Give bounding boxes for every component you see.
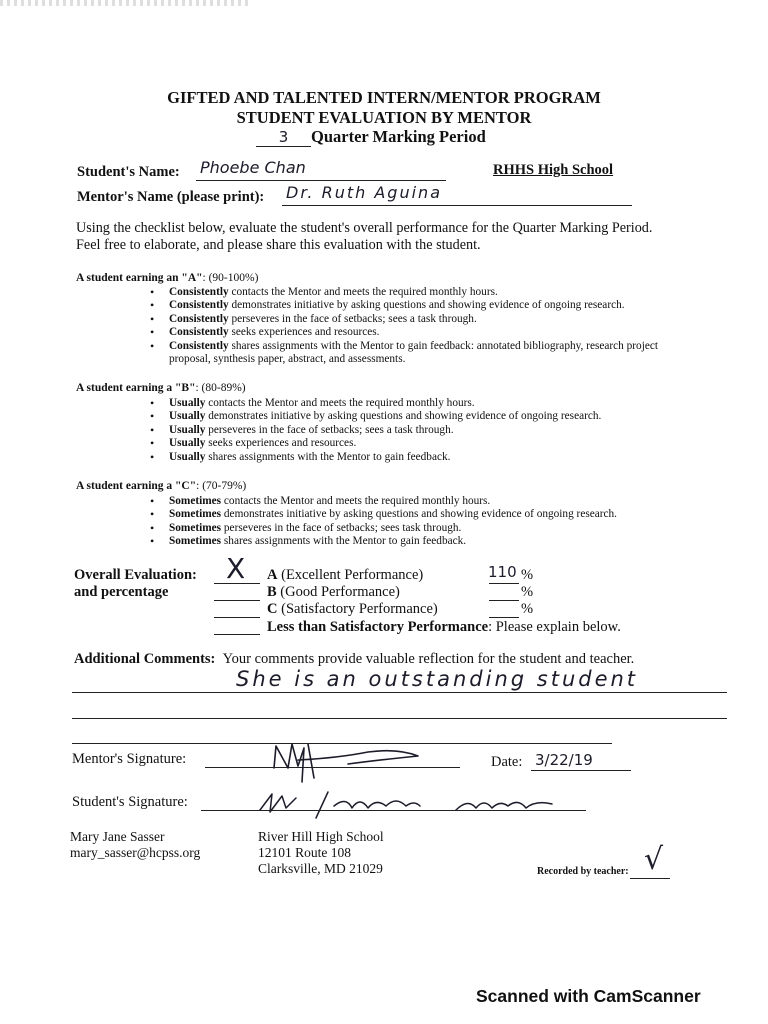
list-item: • Consistently demonstrates initiative by asking questions and showing evidence of ongoing research.	[150, 299, 700, 312]
mentor-name-value: Dr. Ruth Aguina	[286, 183, 442, 202]
contact-name: Mary Jane Sasser	[70, 829, 165, 844]
grade-b-blank	[214, 600, 260, 601]
student-signature-scribble	[256, 788, 586, 824]
contact-email[interactable]: mary_sasser@hcpss.org	[70, 845, 201, 860]
grade-a-option: A (Excellent Performance)	[267, 567, 424, 583]
grade-c-percent-sign: %	[521, 601, 534, 617]
date-line	[531, 770, 631, 771]
list-item: • Sometimes perseveres in the face of setbacks; sees task through.	[150, 522, 700, 535]
school-address-line-1: 12101 Route 108	[258, 845, 351, 860]
form-title: STUDENT EVALUATION BY MENTOR	[236, 108, 532, 127]
list-item: • Consistently seeks experiences and resources.	[150, 326, 700, 339]
quarter-row	[256, 127, 486, 147]
grade-c-blank	[214, 617, 260, 618]
date-value: 3/22/19	[535, 751, 593, 769]
grade-c-option: C (Satisfactory Performance)	[267, 601, 438, 617]
comment-line-2	[72, 718, 727, 719]
criteria-a-list	[150, 286, 700, 366]
camscanner-watermark: Scanned with CamScanner	[476, 986, 701, 1006]
criteria-b-heading: A student earning a "B": (80-89%)	[76, 382, 246, 394]
comments-handwritten: She is an outstanding student	[236, 667, 639, 691]
list-item: • Sometimes contacts the Mentor and meets the required monthly hours.	[150, 495, 700, 508]
criteria-a-heading: A student earning an "A": (90-100%)	[76, 272, 259, 284]
mentor-signature-scribble	[268, 738, 458, 790]
list-item: • Sometimes shares assignments with the Mentor to gain feedback.	[150, 535, 700, 548]
list-item: • Usually seeks experiences and resources.	[150, 437, 700, 450]
program-title: GIFTED AND TALENTED INTERN/MENTOR PROGRAM	[167, 88, 601, 107]
quarter-label: Quarter Marking Period	[311, 127, 486, 146]
school-name: RHHS High School	[493, 162, 614, 178]
mentor-name-label: Mentor's Name (please print):	[77, 189, 265, 205]
school-full-name: River Hill High School	[258, 829, 384, 844]
recorded-by-teacher-line	[630, 878, 670, 879]
comment-line-1	[72, 692, 727, 693]
list-item: • Usually contacts the Mentor and meets the required monthly hours.	[150, 397, 700, 410]
less-than-satisfactory-option: Less than Satisfactory Performance: Please explain below.	[267, 619, 621, 635]
mentor-signature-label: Mentor's Signature:	[72, 751, 187, 767]
additional-comments-row: Additional Comments: Your comments provide valuable reflection for the student and teacher.	[74, 651, 635, 667]
student-signature-label: Student's Signature:	[72, 794, 188, 810]
list-item: • Consistently shares assignments with the Mentor to gain feedback: annotated bibliography, research project proposal, synthesis paper, abstract, and assessments.	[150, 340, 669, 367]
grade-a-percent-line	[489, 583, 519, 584]
grade-a-percent: 110	[488, 563, 517, 581]
grade-b-percent-sign: %	[521, 584, 534, 600]
grade-b-percent-line	[489, 600, 519, 601]
list-item: • Consistently perseveres in the face of setbacks; sees a task through.	[150, 313, 700, 326]
recorded-by-teacher-label: Recorded by teacher:	[537, 866, 629, 877]
criteria-c-list	[150, 495, 700, 549]
student-name-label: Student's Name:	[77, 164, 180, 180]
grade-a-check-mark: X	[226, 552, 246, 585]
quarter-number: 3	[256, 128, 311, 147]
grade-less-blank	[214, 634, 260, 635]
percentage-label: and percentage	[74, 584, 169, 600]
list-item: • Consistently contacts the Mentor and meets the required monthly hours.	[150, 286, 700, 299]
overall-evaluation-label: Overall Evaluation:	[74, 567, 197, 583]
grade-c-percent-line	[489, 617, 519, 618]
scan-edge-artifact	[0, 0, 250, 6]
grade-b-option: B (Good Performance)	[267, 584, 400, 600]
criteria-b-list	[150, 397, 700, 464]
recorded-check-mark: √	[644, 842, 664, 877]
student-name-line	[196, 180, 446, 181]
instructions-text: Using the checklist below, evaluate the student's overall performance for the Quarter Marking Period. Feel free to elaborate, and please share this evaluation with the student.	[76, 220, 653, 253]
student-name-value: Phoebe Chan	[200, 158, 306, 177]
list-item: • Usually demonstrates initiative by asking questions and showing evidence of ongoing research.	[150, 410, 700, 423]
grade-a-percent-sign: %	[521, 567, 534, 583]
school-address-line-2: Clarksville, MD 21029	[258, 861, 383, 876]
list-item: • Sometimes demonstrates initiative by asking questions and showing evidence of ongoing research.	[150, 508, 700, 521]
list-item: • Usually shares assignments with the Mentor to gain feedback.	[150, 451, 700, 464]
date-label: Date:	[491, 754, 523, 770]
mentor-name-line	[282, 205, 632, 206]
list-item: • Usually perseveres in the face of setbacks; sees a task through.	[150, 424, 700, 437]
criteria-c-heading: A student earning a "C": (70-79%)	[76, 480, 247, 492]
